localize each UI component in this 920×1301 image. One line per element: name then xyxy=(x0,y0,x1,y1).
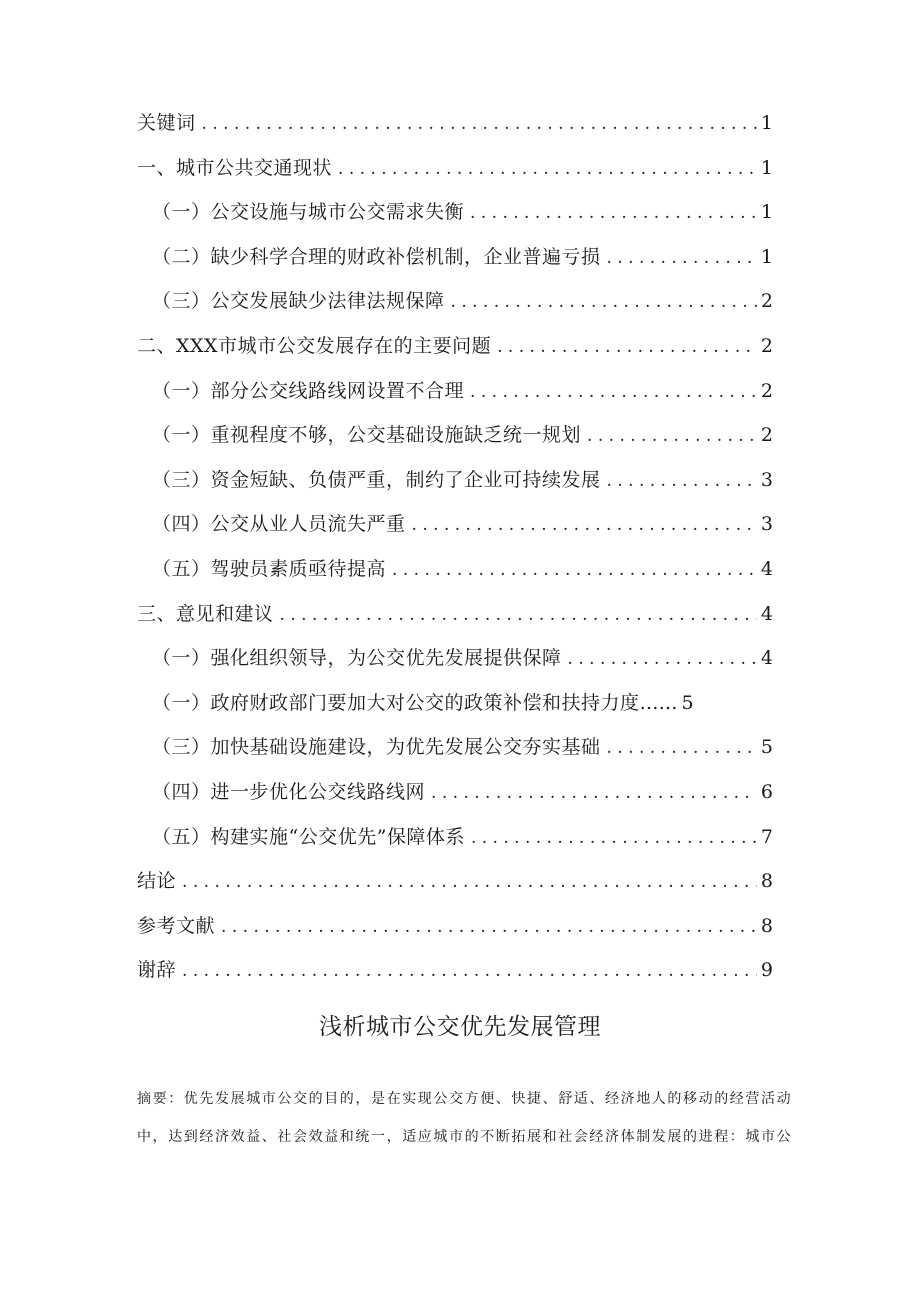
toc-dot-leader xyxy=(491,325,757,370)
toc-entry-page-number: 4 xyxy=(760,557,773,580)
toc-entry-title: 谢辞 xyxy=(137,959,177,982)
abstract-line: 中，达到经济效益、社会效益和统一，适应城市的不断拓展和社会经济体制发展的进程：城市公 xyxy=(137,1129,793,1145)
toc-dot-leader xyxy=(332,147,757,192)
toc-entry-title: 关键词 xyxy=(137,112,196,134)
toc-entry[interactable] xyxy=(137,279,773,324)
toc-entry-page-number: 7 xyxy=(760,825,773,848)
toc-entry[interactable] xyxy=(137,725,773,770)
toc-dot-leader xyxy=(215,905,757,950)
toc-entry-title: （三）资金短缺、负债严重，制约了企业可持续发展 xyxy=(152,468,601,491)
toc-entry[interactable] xyxy=(137,324,773,369)
toc-entry-title: （五）构建实施“公交优先”保障体系 xyxy=(152,825,465,848)
toc-dot-leader xyxy=(386,548,757,593)
toc-entry[interactable] xyxy=(137,770,773,815)
toc-entry[interactable] xyxy=(137,101,773,146)
toc-entry-title: 参考文献 xyxy=(137,914,216,937)
toc-entry[interactable] xyxy=(137,458,773,503)
toc-entry-title: 结论 xyxy=(137,870,177,893)
toc-dot-leader xyxy=(176,860,757,905)
toc-dot-leader xyxy=(464,191,757,236)
toc-entry[interactable] xyxy=(137,190,773,235)
toc-dot-leader xyxy=(581,414,757,459)
toc-entry[interactable] xyxy=(137,502,773,547)
toc-entry[interactable] xyxy=(137,859,773,904)
toc-entry-leader: …… xyxy=(639,691,678,714)
toc-entry-title: （一）部分公交线路线网设置不合理 xyxy=(152,379,465,402)
toc-dot-leader xyxy=(601,459,757,504)
toc-entry-page-number: 1 xyxy=(760,156,773,179)
toc-entry[interactable] xyxy=(137,369,773,414)
toc-entry-page-number: 5 xyxy=(760,736,773,759)
toc-dot-leader xyxy=(562,637,757,682)
toc-dot-leader xyxy=(465,816,757,861)
toc-entry[interactable] xyxy=(137,547,773,592)
toc-entry-page-number: 1 xyxy=(760,245,773,268)
toc-entry-title: （一）强化组织领导，为公交优先发展提供保障 xyxy=(152,647,562,670)
toc-entry-page-number: 3 xyxy=(760,468,773,491)
toc-dot-leader xyxy=(406,503,757,548)
toc-entry-page-number: 2 xyxy=(760,334,773,357)
abstract-line: 摘要：优先发展城市公交的目的，是在实现公交方便、快捷、舒适、经济地人的移动的经营活动 xyxy=(137,1091,793,1107)
toc-dot-leader xyxy=(196,102,757,147)
toc-entry-title: （五）驾驶员素质亟待提高 xyxy=(152,557,387,580)
toc-entry-title: （四）公交从业人员流失严重 xyxy=(152,513,406,536)
table-of-contents xyxy=(137,101,773,993)
toc-entry-title: （一）政府财政部门要加大对公交的政策补偿和扶持力度 xyxy=(152,691,640,714)
toc-entry-page-number: 6 xyxy=(760,780,773,803)
toc-entry-page-number: 2 xyxy=(760,424,773,447)
toc-entry-page-number: 4 xyxy=(760,647,773,670)
toc-entry-title: （三）加快基础设施建设，为优先发展公交夯实基础 xyxy=(152,736,601,759)
toc-entry-page-number: 5 xyxy=(681,691,694,714)
toc-entry-page-number: 8 xyxy=(760,914,773,937)
toc-entry-title: （一）公交设施与城市公交需求失衡 xyxy=(152,201,465,224)
toc-entry-page-number: 8 xyxy=(760,870,773,893)
toc-entry-page-number: 1 xyxy=(760,112,773,134)
toc-dot-leader xyxy=(176,949,757,994)
document-title: 浅析城市公交优先发展管理 xyxy=(319,1014,601,1040)
toc-entry[interactable] xyxy=(137,948,773,993)
toc-entry-title: 三、意见和建议 xyxy=(137,602,274,625)
toc-entry[interactable] xyxy=(137,681,773,726)
toc-entry-page-number: 2 xyxy=(760,379,773,402)
toc-entry-title: （一）重视程度不够，公交基础设施缺乏统一规划 xyxy=(152,424,582,447)
toc-dot-leader xyxy=(445,280,757,325)
toc-entry[interactable] xyxy=(137,904,773,949)
toc-entry-page-number: 2 xyxy=(760,290,773,313)
toc-dot-leader xyxy=(425,771,757,816)
toc-entry[interactable] xyxy=(137,636,773,681)
toc-dot-leader xyxy=(274,593,757,638)
toc-entry[interactable] xyxy=(137,413,773,458)
toc-entry[interactable] xyxy=(137,146,773,191)
abstract-paragraph xyxy=(137,1080,793,1156)
toc-entry-title: （二）缺少科学合理的财政补偿机制，企业普遍亏损 xyxy=(152,245,601,268)
toc-entry-title: 二、XXX市城市公交发展存在的主要问题 xyxy=(137,334,492,357)
toc-entry-title: （四）进一步优化公交线路线网 xyxy=(152,780,426,803)
toc-entry-title: （三）公交发展缺少法律法规保障 xyxy=(152,290,445,313)
toc-dot-leader xyxy=(601,236,757,281)
toc-entry-page-number: 1 xyxy=(760,201,773,224)
toc-entry-title: 一、城市公共交通现状 xyxy=(137,156,333,179)
toc-entry-page-number: 3 xyxy=(760,513,773,536)
toc-entry[interactable] xyxy=(137,815,773,860)
toc-entry-page-number: 4 xyxy=(760,602,773,625)
toc-dot-leader xyxy=(464,370,757,415)
toc-entry[interactable] xyxy=(137,235,773,280)
toc-dot-leader xyxy=(601,726,757,771)
toc-entry-page-number: 9 xyxy=(760,959,773,982)
toc-entry[interactable] xyxy=(137,592,773,637)
